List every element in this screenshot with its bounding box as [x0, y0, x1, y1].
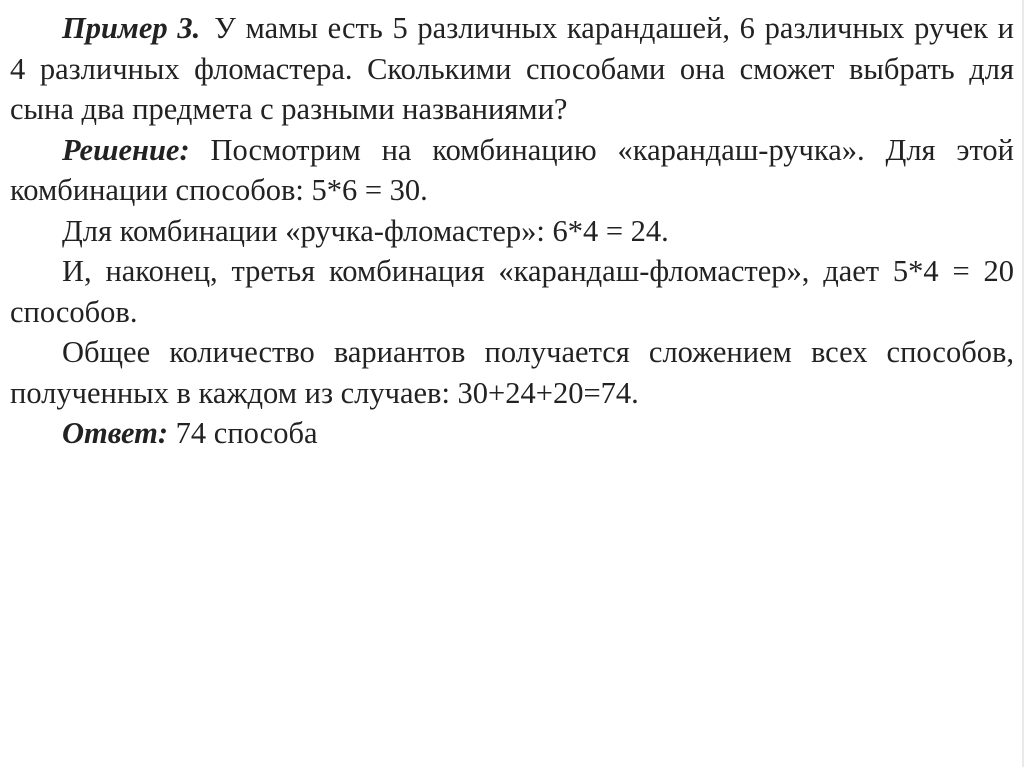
- example-text-block: [10, 8, 1014, 454]
- pencil-marker-text: И, наконец, третья комбинация «карандаш-фломастер», дает 5*4 = 20 способов.: [10, 254, 1014, 329]
- problem-text: У мамы есть 5 различных карандашей, 6 различных ручек и 4 различных фломастера. Сколькими способами она сможет выбрать для сына два предмета с разными названиями?: [10, 11, 1014, 126]
- total-paragraph: [10, 332, 1014, 413]
- pen-marker-paragraph: [10, 211, 1014, 252]
- solution-paragraph: [10, 130, 1014, 211]
- pen-marker-text: Для комбинации «ручка-фломастер»: 6*4 = 24.: [62, 213, 669, 248]
- answer-paragraph: [10, 413, 1014, 454]
- answer-text: 74 способа: [175, 416, 318, 450]
- problem-paragraph: [10, 8, 1014, 130]
- answer-heading: Ответ:: [62, 416, 169, 450]
- pencil-marker-paragraph: [10, 251, 1014, 332]
- solution-heading: Решение:: [62, 132, 190, 167]
- solution-text: Посмотрим на комбинацию «карандаш-ручка». Для этой комбинации способов: 5*6 = 30.: [10, 132, 1014, 207]
- example-heading: Пример 3.: [62, 11, 201, 45]
- total-text: Общее количество вариантов получается сложением всех способов, полученных в каждом из случаев: 30+24+20=74.: [10, 335, 1014, 410]
